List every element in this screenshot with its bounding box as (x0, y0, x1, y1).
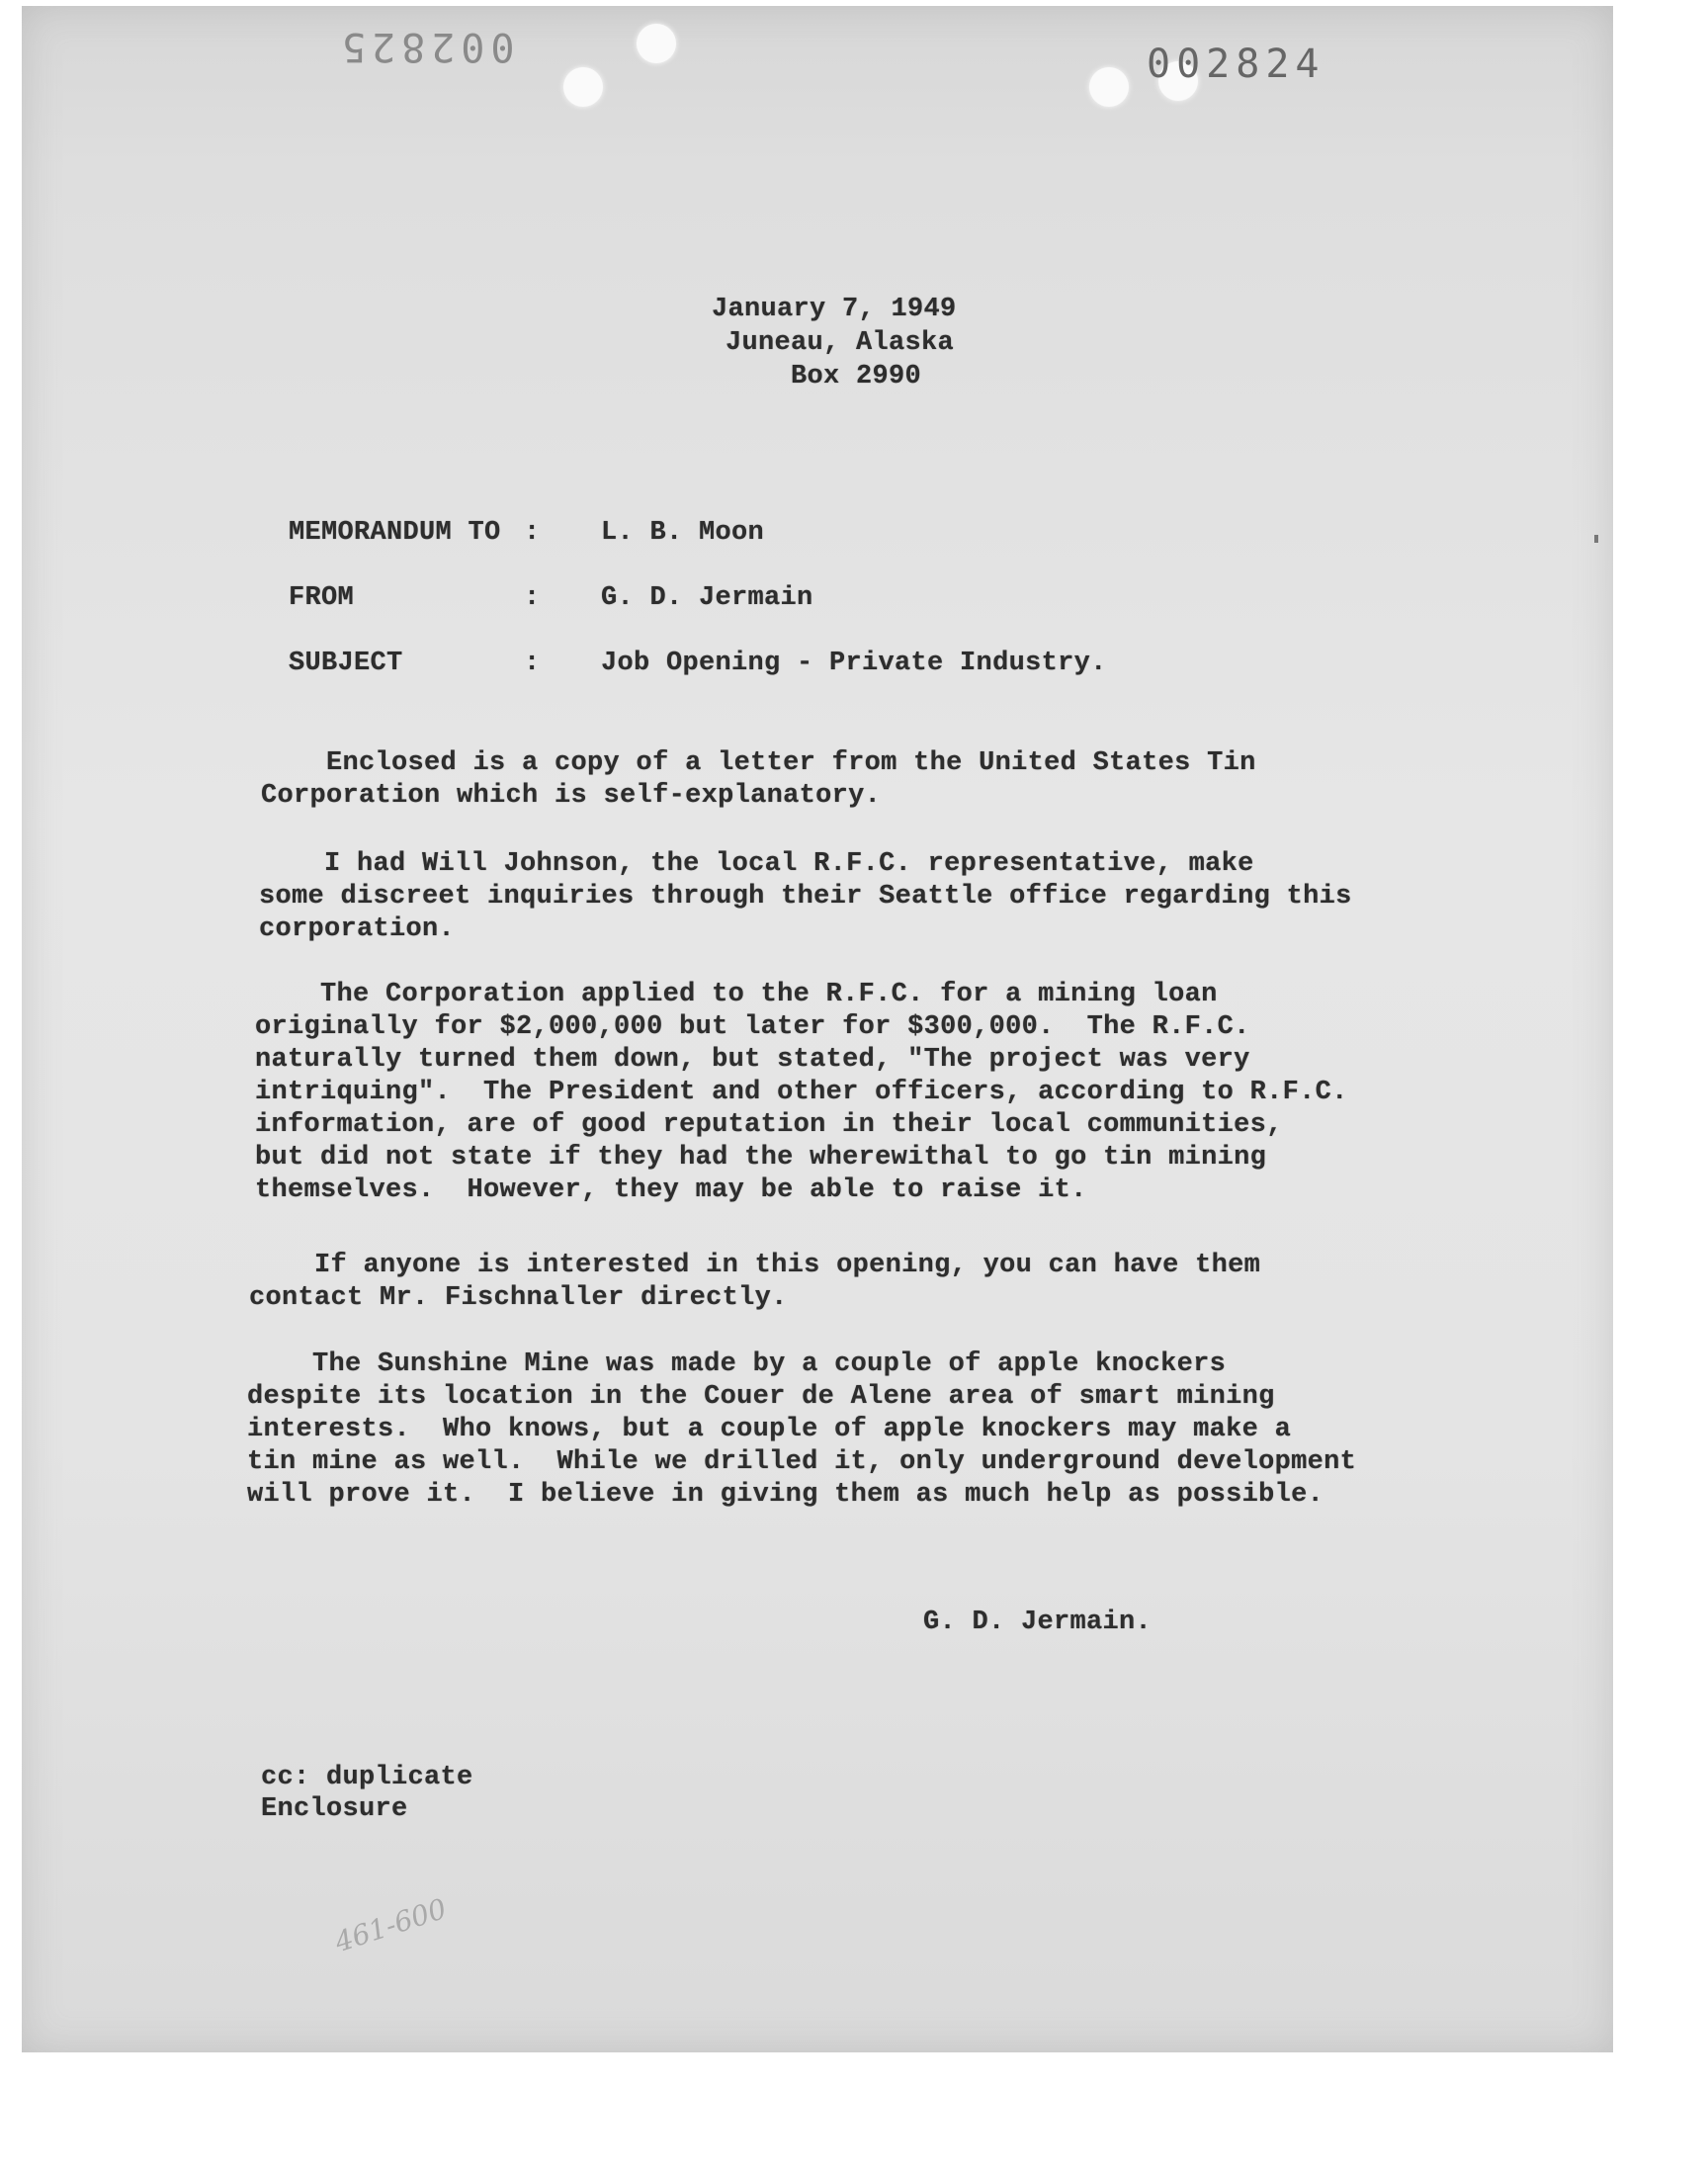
memo-from-value: G. D. Jermain (601, 583, 813, 613)
body-line: contact Mr. Fischnaller directly. (249, 1283, 788, 1313)
body-line: If anyone is interested in this opening, you can have them (249, 1251, 1261, 1280)
body-line: tin mine as well. While we drilled it, only underground development (247, 1447, 1357, 1477)
body-paragraph-4 (249, 1250, 1386, 1315)
body-line: Corporation which is self-explanatory. (261, 781, 882, 811)
body-paragraph-2 (259, 848, 1396, 946)
body-paragraph-1 (261, 747, 1398, 813)
memo-subject-colon: : (524, 649, 541, 678)
memo-from-colon: : (524, 583, 541, 613)
heading-box: Box 2990 (791, 362, 922, 392)
heading-place: Juneau, Alaska (726, 328, 955, 358)
body-line: The Sunshine Mine was made by a couple of apple knockers (247, 1349, 1227, 1379)
document-page (22, 6, 1613, 2052)
body-line: themselves. However, they may be able to raise it. (255, 1175, 1087, 1205)
punch-hole-left-inner (637, 24, 676, 63)
body-line: interests. Who knows, but a couple of apple knockers may make a (247, 1415, 1292, 1444)
margin-mark (1594, 535, 1598, 543)
body-line: will prove it. I believe in giving them as much help as possible. (247, 1480, 1324, 1510)
signature-line: G. D. Jermain. (923, 1608, 1153, 1637)
body-line: corporation. (259, 914, 456, 944)
memo-subject-value: Job Opening - Private Industry. (601, 649, 1107, 678)
body-line: originally for $2,000,000 but later for $300,000. The R.F.C. (255, 1012, 1250, 1042)
stamp-number: 002824 (1147, 42, 1325, 87)
memo-to-colon: : (524, 518, 541, 548)
cc-line: cc: duplicate (261, 1763, 473, 1792)
mirrored-stamp-number: 002825 (336, 24, 515, 69)
memo-from-label: FROM (289, 583, 355, 613)
punch-hole-right-inner (1089, 67, 1129, 107)
letter-heading (712, 293, 957, 393)
body-paragraph-5 (247, 1348, 1384, 1512)
enclosure-line: Enclosure (261, 1794, 408, 1824)
body-line: naturally turned them down, but stated, "The project was very (255, 1045, 1250, 1075)
body-line: The Corporation applied to the R.F.C. for a mining loan (255, 980, 1218, 1009)
body-line: despite its location in the Couer de Alene area of smart mining (247, 1382, 1275, 1412)
body-line: I had Will Johnson, the local R.F.C. representative, make (259, 849, 1254, 879)
body-line: information, are of good reputation in their local communities, (255, 1110, 1283, 1140)
memo-subject-label: SUBJECT (289, 649, 403, 678)
memo-to-value: L. B. Moon (601, 518, 765, 548)
heading-date: January 7, 1949 (712, 295, 957, 324)
body-line: intriquing". The President and other officers, according to R.F.C. (255, 1078, 1348, 1107)
pencil-annotation: 461-600 (330, 1891, 451, 1959)
body-line: some discreet inquiries through their Seattle office regarding this (259, 882, 1352, 912)
body-line: but did not state if they had the wherewithal to go tin mining (255, 1143, 1267, 1173)
cc-block (261, 1762, 473, 1825)
memo-to-label: MEMORANDUM TO (289, 518, 501, 548)
punch-hole-left-outer (563, 67, 603, 107)
body-line: Enclosed is a copy of a letter from the United States Tin (261, 748, 1256, 778)
body-paragraph-3 (255, 979, 1392, 1207)
